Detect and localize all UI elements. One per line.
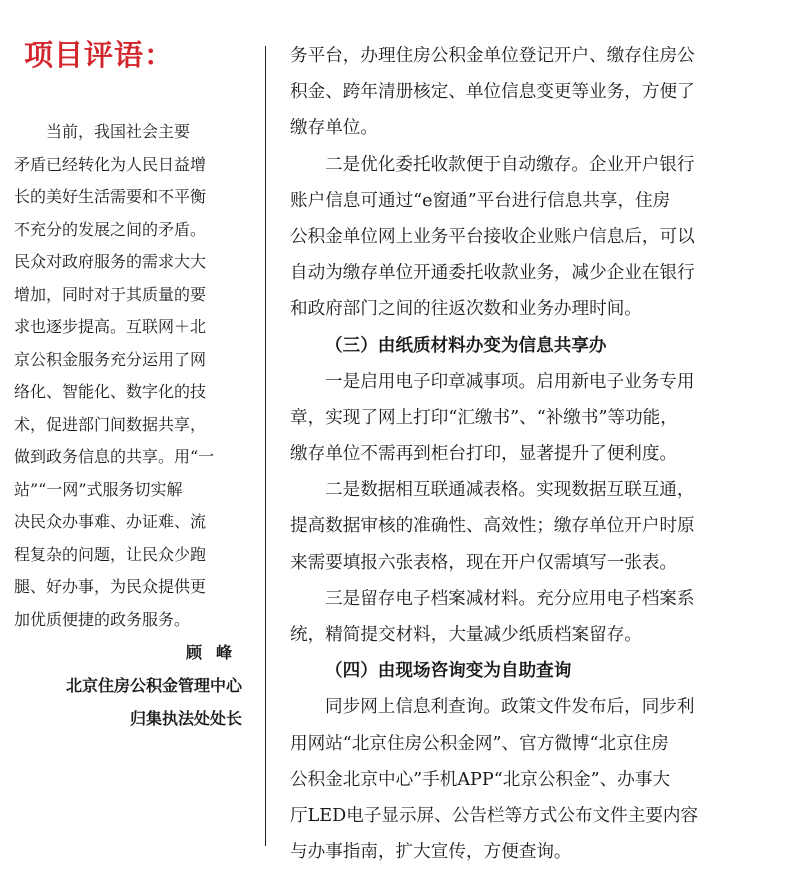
- article-line: 缴存单位不需再到柜台打印，显著提升了便利度。: [290, 444, 678, 465]
- comment-line: 长的美好生活需要和不平衡: [14, 187, 207, 206]
- comment-title: 项目评语：: [24, 38, 175, 72]
- section-heading: （四）由现场咨询变为自助查询: [325, 661, 572, 682]
- comment-line: 腿、好办事，为民众提供更: [14, 577, 207, 596]
- author-name: 顾峰: [185, 643, 246, 662]
- article-line: 二是优化委托收款便于自动缴存。企业开户银行: [325, 154, 695, 175]
- article-line: 二是数据相互联通减表格。实现数据互联互通，: [325, 480, 695, 501]
- article-line: 提高数据审核的准确性、高效性；缴存单位开户时原: [290, 516, 695, 537]
- comment-line: 络化、智能化、数字化的技: [14, 382, 207, 401]
- comment-line: 站”“一网”式服务切实解: [14, 479, 183, 499]
- comment-line: 京公积金服务充分运用了网: [14, 349, 207, 369]
- comment-line: 决民众办事难、办证难、流: [14, 512, 207, 531]
- article-line: 公积金单位网上业务平台接收企业账户信息后，可以: [290, 226, 695, 247]
- article-line: 用网站“北京住房公积金网”、官方微博“北京住房: [290, 733, 669, 754]
- comment-line: 民众对政府服务的需求大大: [14, 252, 207, 271]
- comment-body: [14, 116, 246, 636]
- article-line: 积金、跨年清册核定、单位信息变更等业务，方便了: [290, 82, 695, 103]
- article-line: 统，精简提交材料，大量减少纸质档案留存。: [290, 625, 642, 645]
- section-heading: （三）由纸质材料办变为信息共享办: [325, 335, 607, 356]
- article-line: 章，实现了网上打印“汇缴书”、“补缴书”等功能，: [290, 407, 678, 428]
- comment-line: 求也逐步提高。互联网＋北: [14, 317, 207, 336]
- comment-line: 不充分的发展之间的矛盾。: [14, 219, 207, 239]
- author-position: 归集执法处处长: [129, 709, 242, 728]
- article-line: 和政府部门之间的往返次数和业务办理时间。: [290, 299, 642, 320]
- column-divider: [265, 46, 266, 846]
- project-comment-column: [14, 30, 246, 830]
- article-line: 同步网上信息利查询。政策文件发布后，同步利: [325, 697, 695, 718]
- comment-line: 程复杂的问题，让民众少跑: [14, 544, 207, 564]
- comment-line: 做到政务信息的共享。用“一: [14, 447, 215, 466]
- comment-line: 矛盾已经转化为人民日益增: [14, 154, 207, 174]
- article-line: 厅LED电子显示屏、公告栏等方式公布文件主要内容: [290, 805, 699, 826]
- comment-line: 术，促进部门间数据共享，: [14, 414, 207, 434]
- article-line: 务平台，办理住房公积金单位登记开户、缴存住房公: [290, 46, 695, 66]
- comment-line: 增加，同时对于其质量的要: [14, 284, 207, 304]
- article-line: 来需要填报六张表格，现在开户仅需填写一张表。: [290, 552, 678, 573]
- article-line: 账户信息可通过“e窗通”平台进行信息共享，住房: [290, 190, 671, 211]
- article-column: [290, 38, 780, 870]
- article-line: 自动为缴存单位开通委托收款业务，减少企业在银行: [290, 263, 695, 284]
- article-line: 三是留存电子档案减材料。充分应用电子档案系: [325, 588, 695, 609]
- comment-line: 当前，我国社会主要: [46, 122, 191, 141]
- article-line: 公积金北京中心”手机APP“北京公积金”、办事大: [290, 769, 671, 790]
- comment-line: 加优质便捷的政务服务。: [14, 609, 191, 629]
- author-organization: 北京住房公积金管理中心: [65, 676, 242, 695]
- article-line: 缴存单位。: [290, 118, 378, 139]
- article-line: 一是启用电子印章减事项。启用新电子业务专用: [325, 371, 695, 392]
- article-line: 与办事指南，扩大宣传，方便查询。: [290, 842, 572, 863]
